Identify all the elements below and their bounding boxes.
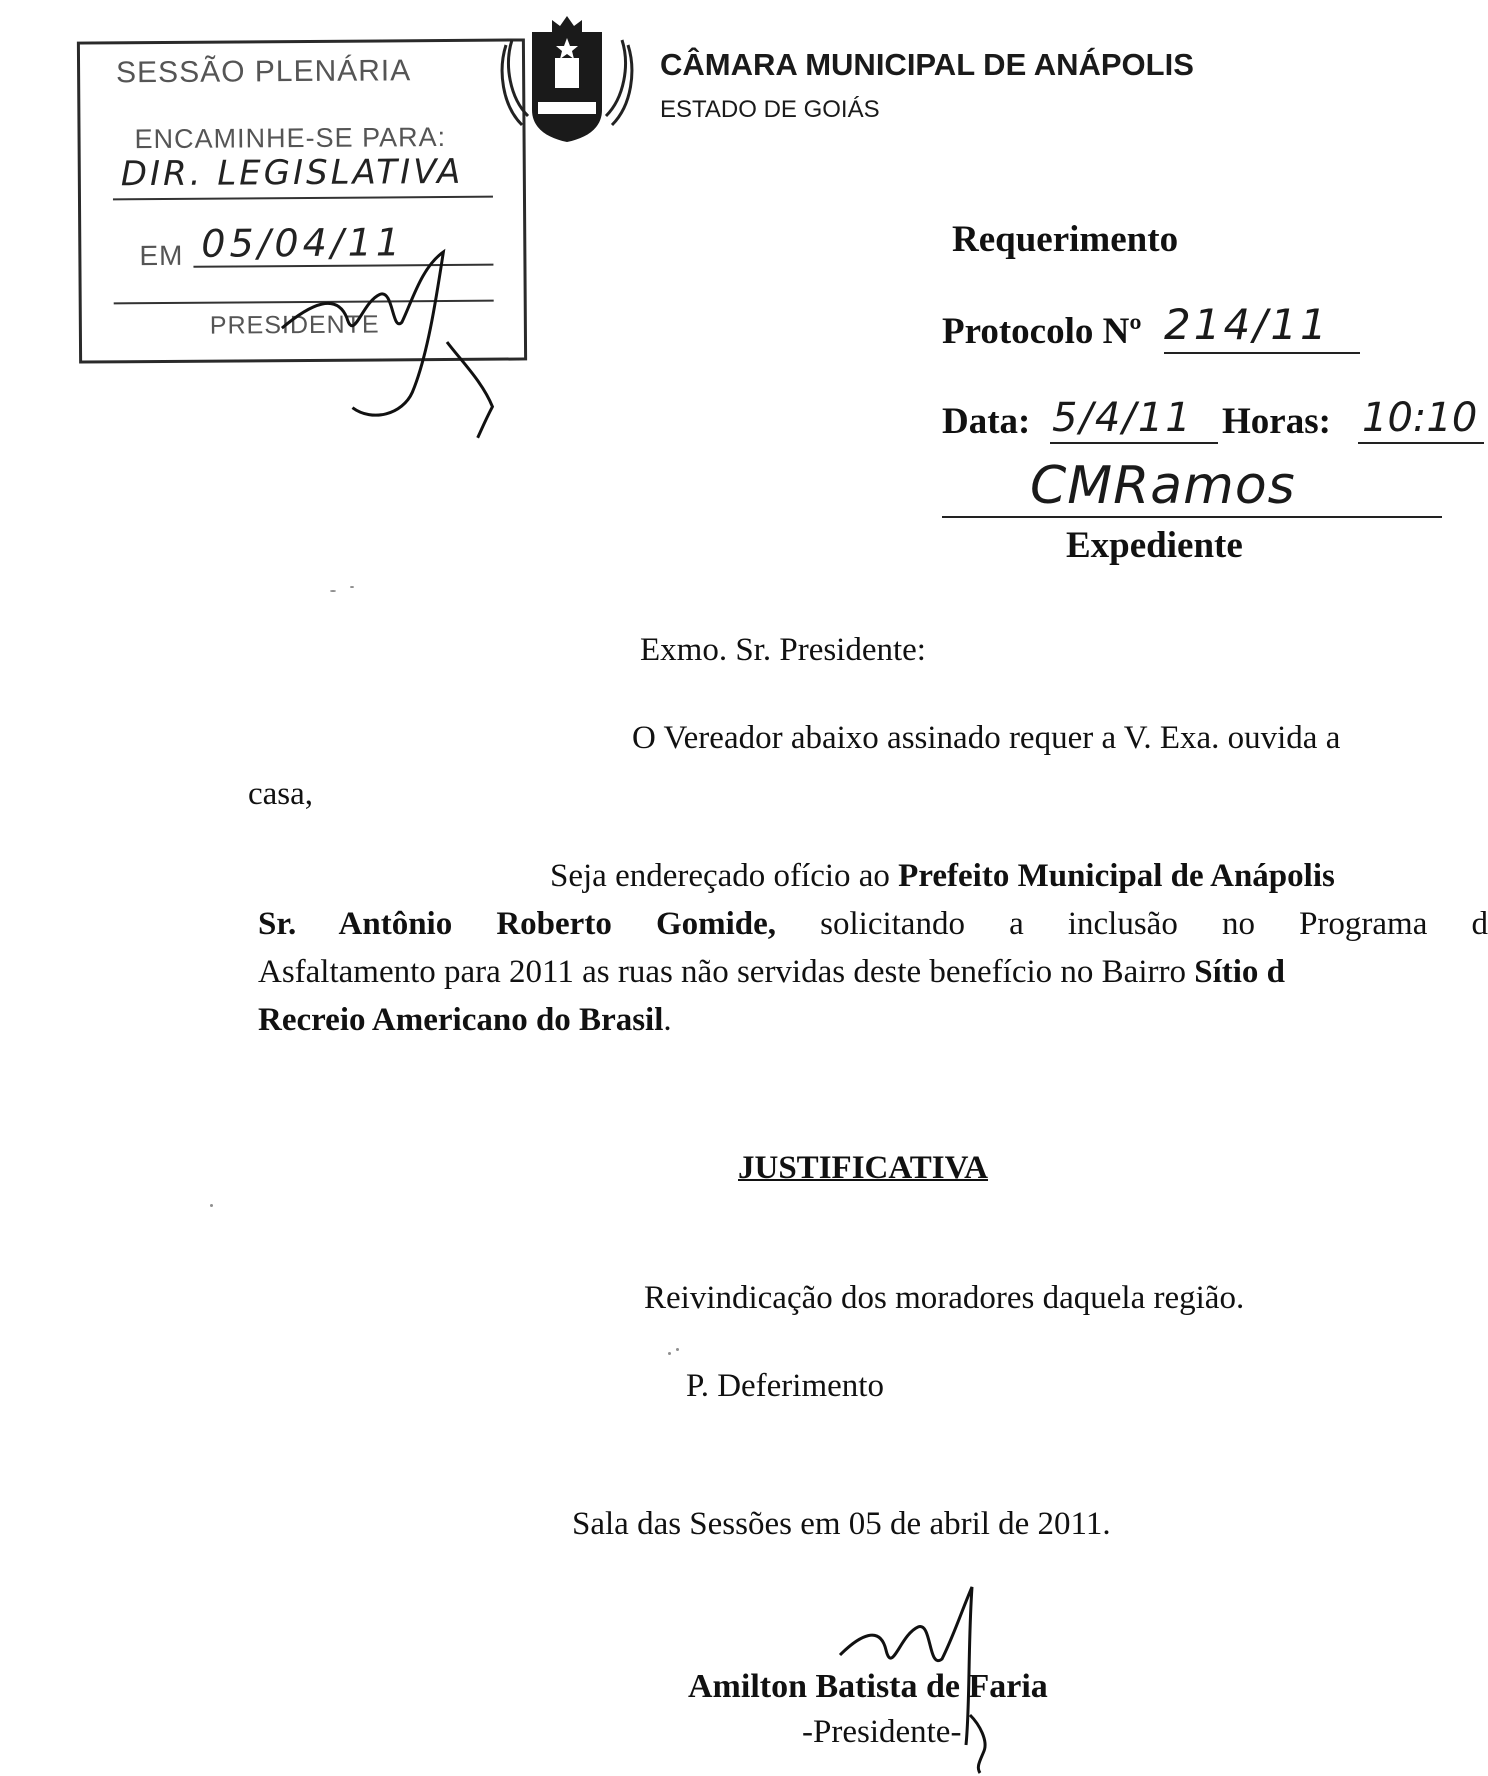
page-subtitle: ESTADO DE GOIÁS [660,96,880,123]
stamp-signature-scribble [221,181,523,443]
time-underline [1358,442,1484,444]
closing: P. Deferimento [686,1368,884,1404]
protocol-underline [1164,352,1360,354]
signer-name: Amilton Batista de Faria [688,1668,1048,1705]
request-line-3-text: Asfaltamento para 2011 as ruas não servidas deste benefício no Bairro [258,954,1195,990]
expedient-signature: CMRamos [1030,456,1296,516]
justification-text: Reivindicação dos moradores daquela região. [644,1280,1245,1316]
stamp-forward-label: ENCAMINHE-SE PARA: [134,121,447,155]
time-label: Horas: [1222,401,1331,442]
stamp-signer-label: PRESIDENTE [209,310,380,340]
request-line-2 [258,906,1488,943]
coat-of-arms-icon [492,10,642,150]
date-value: 5/4/11 [1052,395,1193,441]
request-line-4-end: . [663,1002,672,1038]
intro-line-1: O Vereador abaixo assinado requer a V. Exa. ouvida a [632,720,1341,756]
expedient-signature-line [942,516,1442,518]
time-value: 10:10 [1362,395,1478,441]
scan-speck [210,1204,213,1207]
page-title: CÂMARA MUNICIPAL DE ANÁPOLIS [660,47,1194,82]
neighborhood-end: Recreio Americano do Brasil [258,1002,664,1038]
request-line-1 [550,858,1335,895]
mayor-title: Prefeito Municipal de Anápolis [898,858,1335,894]
protocol-label: Protocolo Nº [942,311,1142,352]
stamp-forward-value: DIR. LEGISLATIVA [120,151,464,195]
expedient-label: Expediente [1066,525,1243,566]
signer-role: -Presidente- [802,1714,962,1750]
salutation: Exmo. Sr. Presidente: [640,632,926,668]
date-label: Data: [942,401,1031,442]
place-date: Sala das Sessões em 05 de abril de 2011. [572,1506,1111,1542]
protocol-value: 214/11 [1164,300,1330,349]
mayor-name: Sr. Antônio Roberto Gomide, [258,906,777,942]
scan-speck [330,590,336,592]
scan-speck [350,586,354,588]
stamp-date-value: 05/04/11 [201,220,405,266]
request-line-1-text: Seja endereçado ofício ao [550,858,899,894]
stamp-date-label: EM [139,239,184,272]
scan-speck [668,1352,671,1355]
neighborhood-start: Sítio d [1194,954,1286,990]
request-title: Requerimento [952,219,1179,260]
scan-speck [676,1348,679,1351]
request-line-3 [258,954,1285,991]
intro-line-2: casa, [248,776,314,812]
request-line-2-text: solicitando a inclusão no Programa d [776,906,1488,942]
date-underline [1050,442,1218,444]
justification-heading: JUSTIFICATIVA [738,1150,989,1186]
request-line-4 [258,1002,672,1039]
stamp-title: SESSÃO PLENÁRIA [115,54,412,90]
protocol-stamp [77,38,527,363]
